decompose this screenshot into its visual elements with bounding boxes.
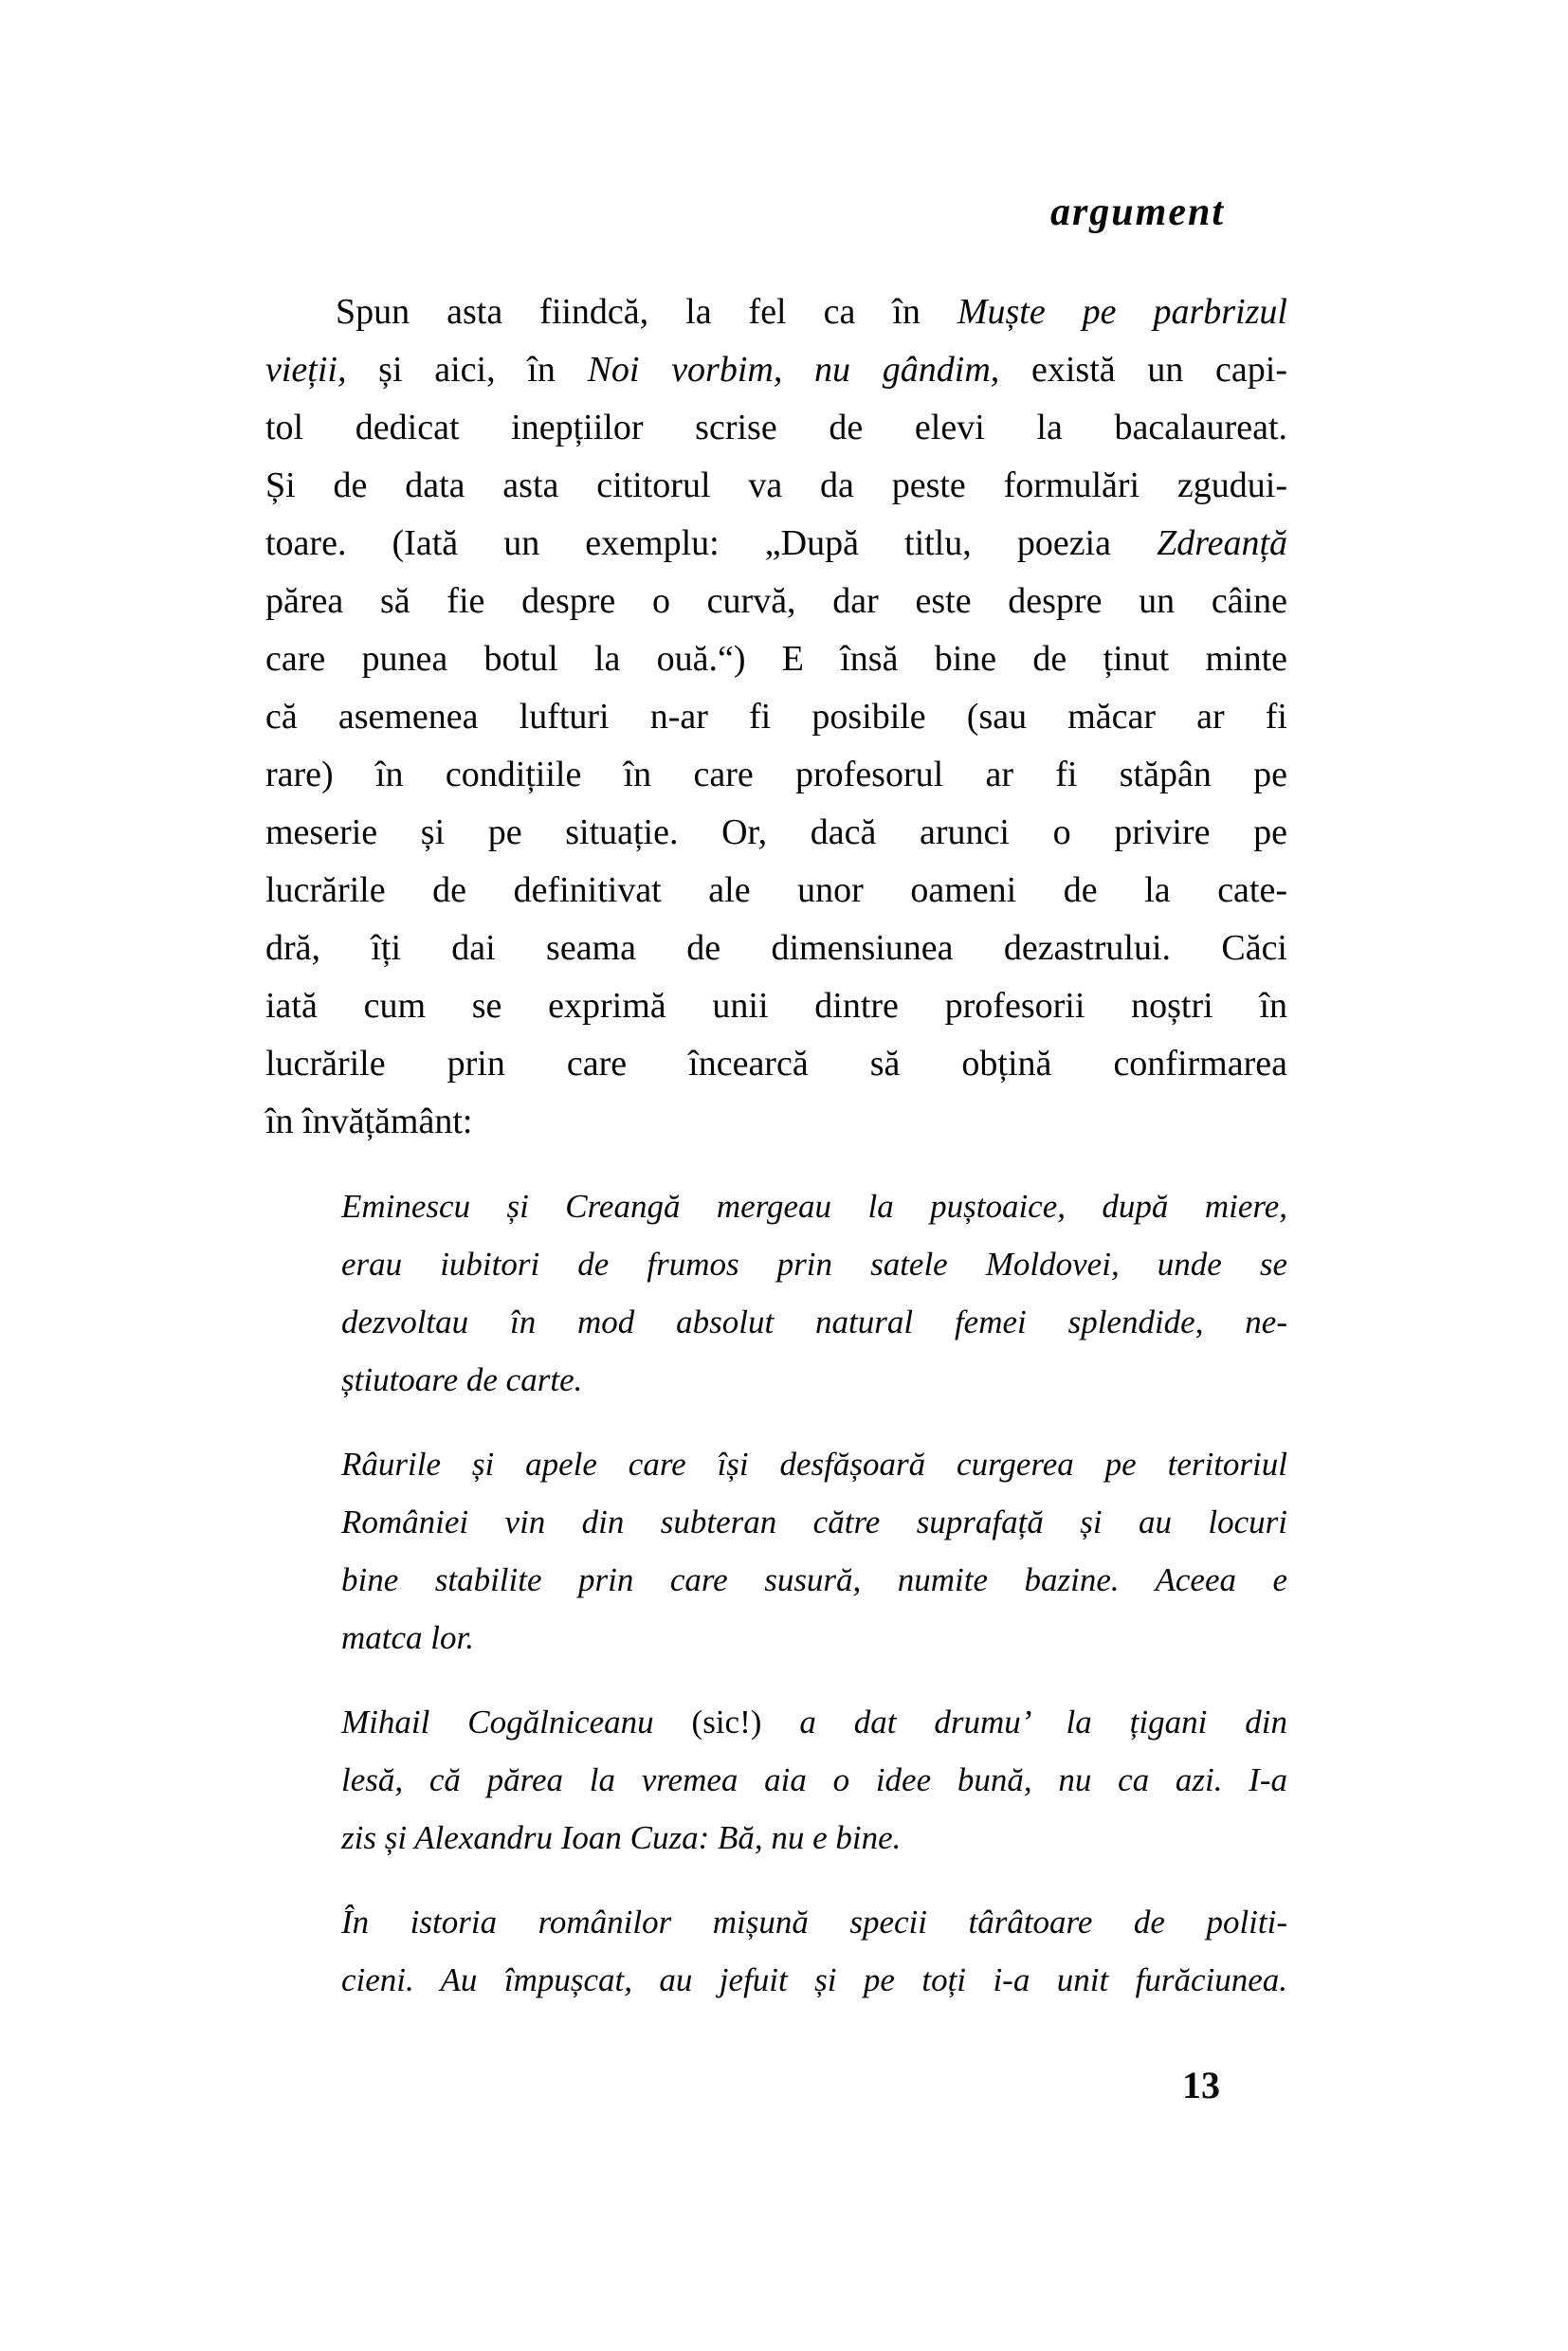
text-line [341,1351,1287,1409]
text-line [341,1435,1287,1493]
quote-paragraph-3 [341,1693,1287,1867]
text-line [265,746,1287,804]
text-line [265,341,1287,399]
italic-text-segment: cieni. Au împușcat, au jefuit și pe toți i-a unit furăciunea. [341,1961,1287,1998]
text-line [265,862,1287,920]
text-line [265,688,1287,746]
text-segment: toare. (Iată un exemplu: „După titlu, poezia [265,523,1158,563]
text-line [265,1093,1287,1151]
text-line [341,1893,1287,1951]
body-paragraph [265,283,1287,1151]
text-segment: părea să fie despre o curvă, dar este despre un câine [265,581,1287,621]
text-line [341,1951,1287,2009]
text-segment: și aici, în [346,350,588,390]
italic-text-segment: a dat drumu’ la țigani din [761,1704,1287,1740]
text-segment: Și de data asta cititorul va da peste formulări zgudui- [265,465,1287,505]
quote-paragraph-2 [341,1435,1287,1667]
text-line [265,1035,1287,1093]
text-segment: meserie și pe situație. Or, dacă arunci o privire pe [265,812,1287,852]
text-line [341,1551,1287,1609]
text-segment: lucrările de definitivat ale unor oameni de la cate- [265,870,1287,910]
italic-text-segment: Eminescu și Creangă mergeau la puștoaice, după miere, [341,1188,1287,1225]
text-line [265,573,1287,630]
text-segment: Spun asta fiindcă, la fel ca în [336,292,957,332]
italic-text-segment: bine stabilite prin care susură, numite bazine. Aceea e [341,1561,1287,1598]
italic-text-segment: erau iubitori de frumos prin satele Moldovei, unde se [341,1246,1287,1283]
italic-text-segment: matca lor. [341,1619,474,1656]
text-segment: rare) în condițiile în care profesorul ar fi stăpân pe [265,755,1287,794]
text-segment: în învățământ: [265,1102,473,1141]
italic-text-segment: Râurile și apele care își desfășoară curgerea pe teritoriul [341,1446,1287,1483]
italic-text-segment: Zdreanță [1157,523,1287,563]
quote-paragraph-1 [341,1177,1287,1409]
text-segment: că asemenea lufturi n-ar fi posibile (sau măcar ar fi [265,697,1287,737]
text-line [265,399,1287,457]
italic-text-segment: Muște pe parbrizul [957,292,1287,332]
text-line [341,1177,1287,1235]
page-number: 13 [1182,2064,1220,2106]
italic-text-segment: În istoria românilor mișună specii târâtoare de politi- [341,1904,1287,1941]
text-segment: dră, îți dai seama de dimensiunea dezastrului. Căci [265,928,1287,968]
italic-text-segment: dezvoltau în mod absolut natural femei splendide, ne- [341,1303,1287,1340]
text-block [265,283,1287,2009]
text-line [265,457,1287,515]
text-line [265,977,1287,1035]
text-line [265,630,1287,688]
quote-paragraph-4 [341,1893,1287,2009]
text-line [341,1493,1287,1551]
italic-text-segment: vieții, [265,350,347,390]
italic-text-segment: Noi vorbim, nu gândim, [587,350,1000,390]
text-segment: tol dedicat inepțiilor scrise de elevi la bacalaureat. [265,408,1287,447]
text-line [341,1293,1287,1351]
text-line [341,1609,1287,1667]
italic-text-segment: zis și Alexandru Ioan Cuza: Bă, nu e bine. [341,1819,902,1856]
italic-text-segment: Mihail Cogălniceanu [341,1704,692,1740]
text-line [265,515,1287,573]
running-head: argument [1049,191,1225,234]
text-line [341,1751,1287,1809]
text-segment: care punea botul la ouă.“) E însă bine de ținut minte [265,639,1287,679]
text-segment: există un capi- [999,350,1287,390]
text-line [265,283,1287,341]
text-segment: (sic!) [691,1704,762,1740]
text-segment: iată cum se exprimă unii dintre profesorii noștri în [265,986,1287,1026]
text-segment: lucrările prin care încearcă să obțină confirmarea [265,1044,1287,1084]
text-line [341,1693,1287,1751]
italic-text-segment: României vin din subteran către suprafață și au locuri [341,1504,1287,1540]
text-line [265,920,1287,977]
italic-text-segment: lesă, că părea la vremea aia o idee bună, nu ca azi. I-a [341,1761,1287,1798]
text-line [341,1235,1287,1293]
text-line [341,1809,1287,1867]
text-line [265,804,1287,862]
italic-text-segment: știutoare de carte. [341,1361,583,1398]
